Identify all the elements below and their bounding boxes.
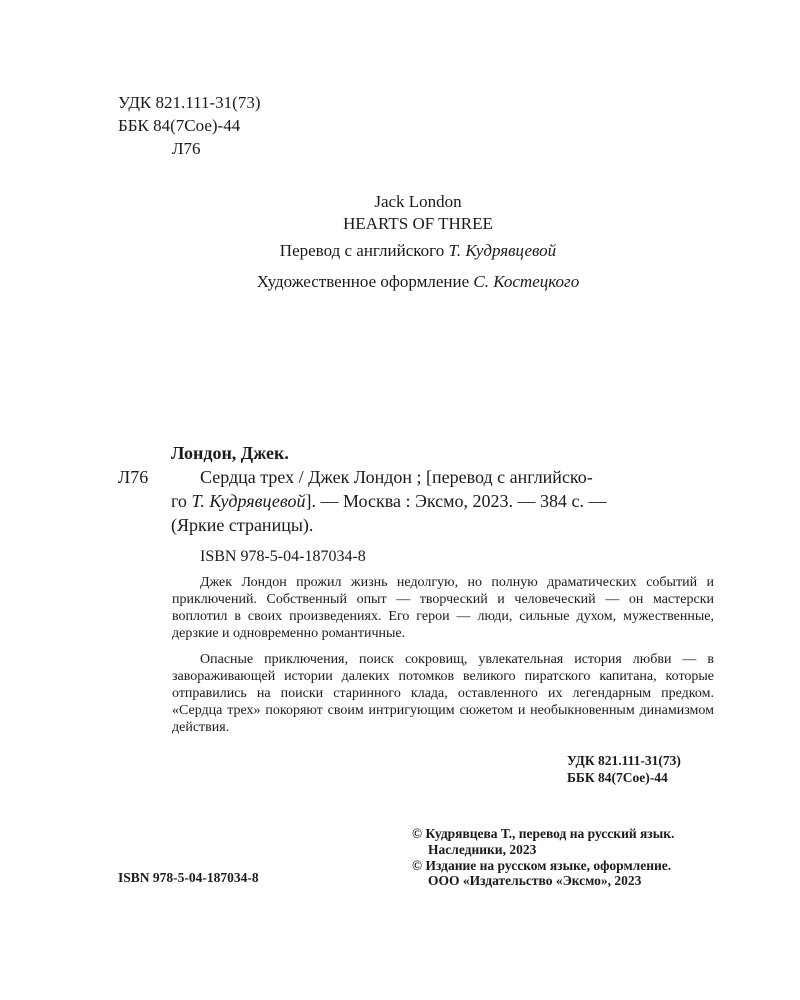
copyright-line-1: © Кудрявцева Т., перевод на русский язык. xyxy=(412,826,675,841)
design-credit xyxy=(0,271,800,292)
catalog-mark: Л76 xyxy=(118,467,149,487)
translation-credit xyxy=(0,240,800,261)
bbk-code: ББК 84(7Сое)-44 xyxy=(118,116,241,135)
footer-bbk-code: ББК 84(7Сое)-44 xyxy=(567,770,668,785)
author-mark: Л76 xyxy=(172,139,201,158)
design-label: Художественное оформление xyxy=(256,272,470,291)
annotation-paragraph-1: Джек Лондон прожил жизнь недолгую, но полную драматических событий и приключений. Собственный опыт — творческий и человеческий — он мастерски воплотил в своих произведениях. Его герои — люди, сильные духом, мужественные, дерзкие и одновременно романтичные. xyxy=(172,575,714,641)
footer-udk-code: УДК 821.111-31(73) xyxy=(567,753,681,768)
translator-name: Т. Кудрявцевой xyxy=(448,241,557,260)
bottom-isbn: ISBN 978-5-04-187034-8 xyxy=(118,870,259,885)
catalog-author-heading: Лондон, Джек. xyxy=(171,443,289,463)
catalog-line-2 xyxy=(171,489,607,513)
original-title: HEARTS OF THREE xyxy=(343,214,493,233)
translation-label: Перевод с английского xyxy=(279,241,445,260)
udk-code: УДК 821.111-31(73) xyxy=(118,93,261,112)
copyright-line-4: ООО «Издательство «Эксмо», 2023 xyxy=(428,873,642,888)
catalog-line-2-pre: го xyxy=(171,491,187,511)
copyright-line-2: Наследники, 2023 xyxy=(428,842,537,857)
designer-name: С. Костецкого xyxy=(473,272,580,291)
catalog-translator: Т. Кудрявцевой xyxy=(191,491,306,511)
original-author: Jack London xyxy=(374,192,462,211)
copyright-line-3: © Издание на русском языке, оформление. xyxy=(412,858,672,873)
annotation-paragraph-2: Опасные приключения, поиск сокровищ, увлекательная история любви — в завораживающей истории далеких потомков великого пиратского капитана, которые отправились на поиски старинного клада, оставленного их легендарным предком. «Сердца трех» покоряют своим интригующим сюжетом и необыкновенным динамизмом действия. xyxy=(172,652,714,735)
catalog-line-3: (Яркие страницы). xyxy=(171,515,314,535)
catalog-line-1: Сердца трех / Джек Лондон ; [перевод с английско- xyxy=(200,467,593,487)
catalog-line-2-post: ]. — Москва : Эксмо, 2023. — 384 с. — xyxy=(305,491,607,511)
catalog-isbn: ISBN 978-5-04-187034-8 xyxy=(200,548,366,565)
